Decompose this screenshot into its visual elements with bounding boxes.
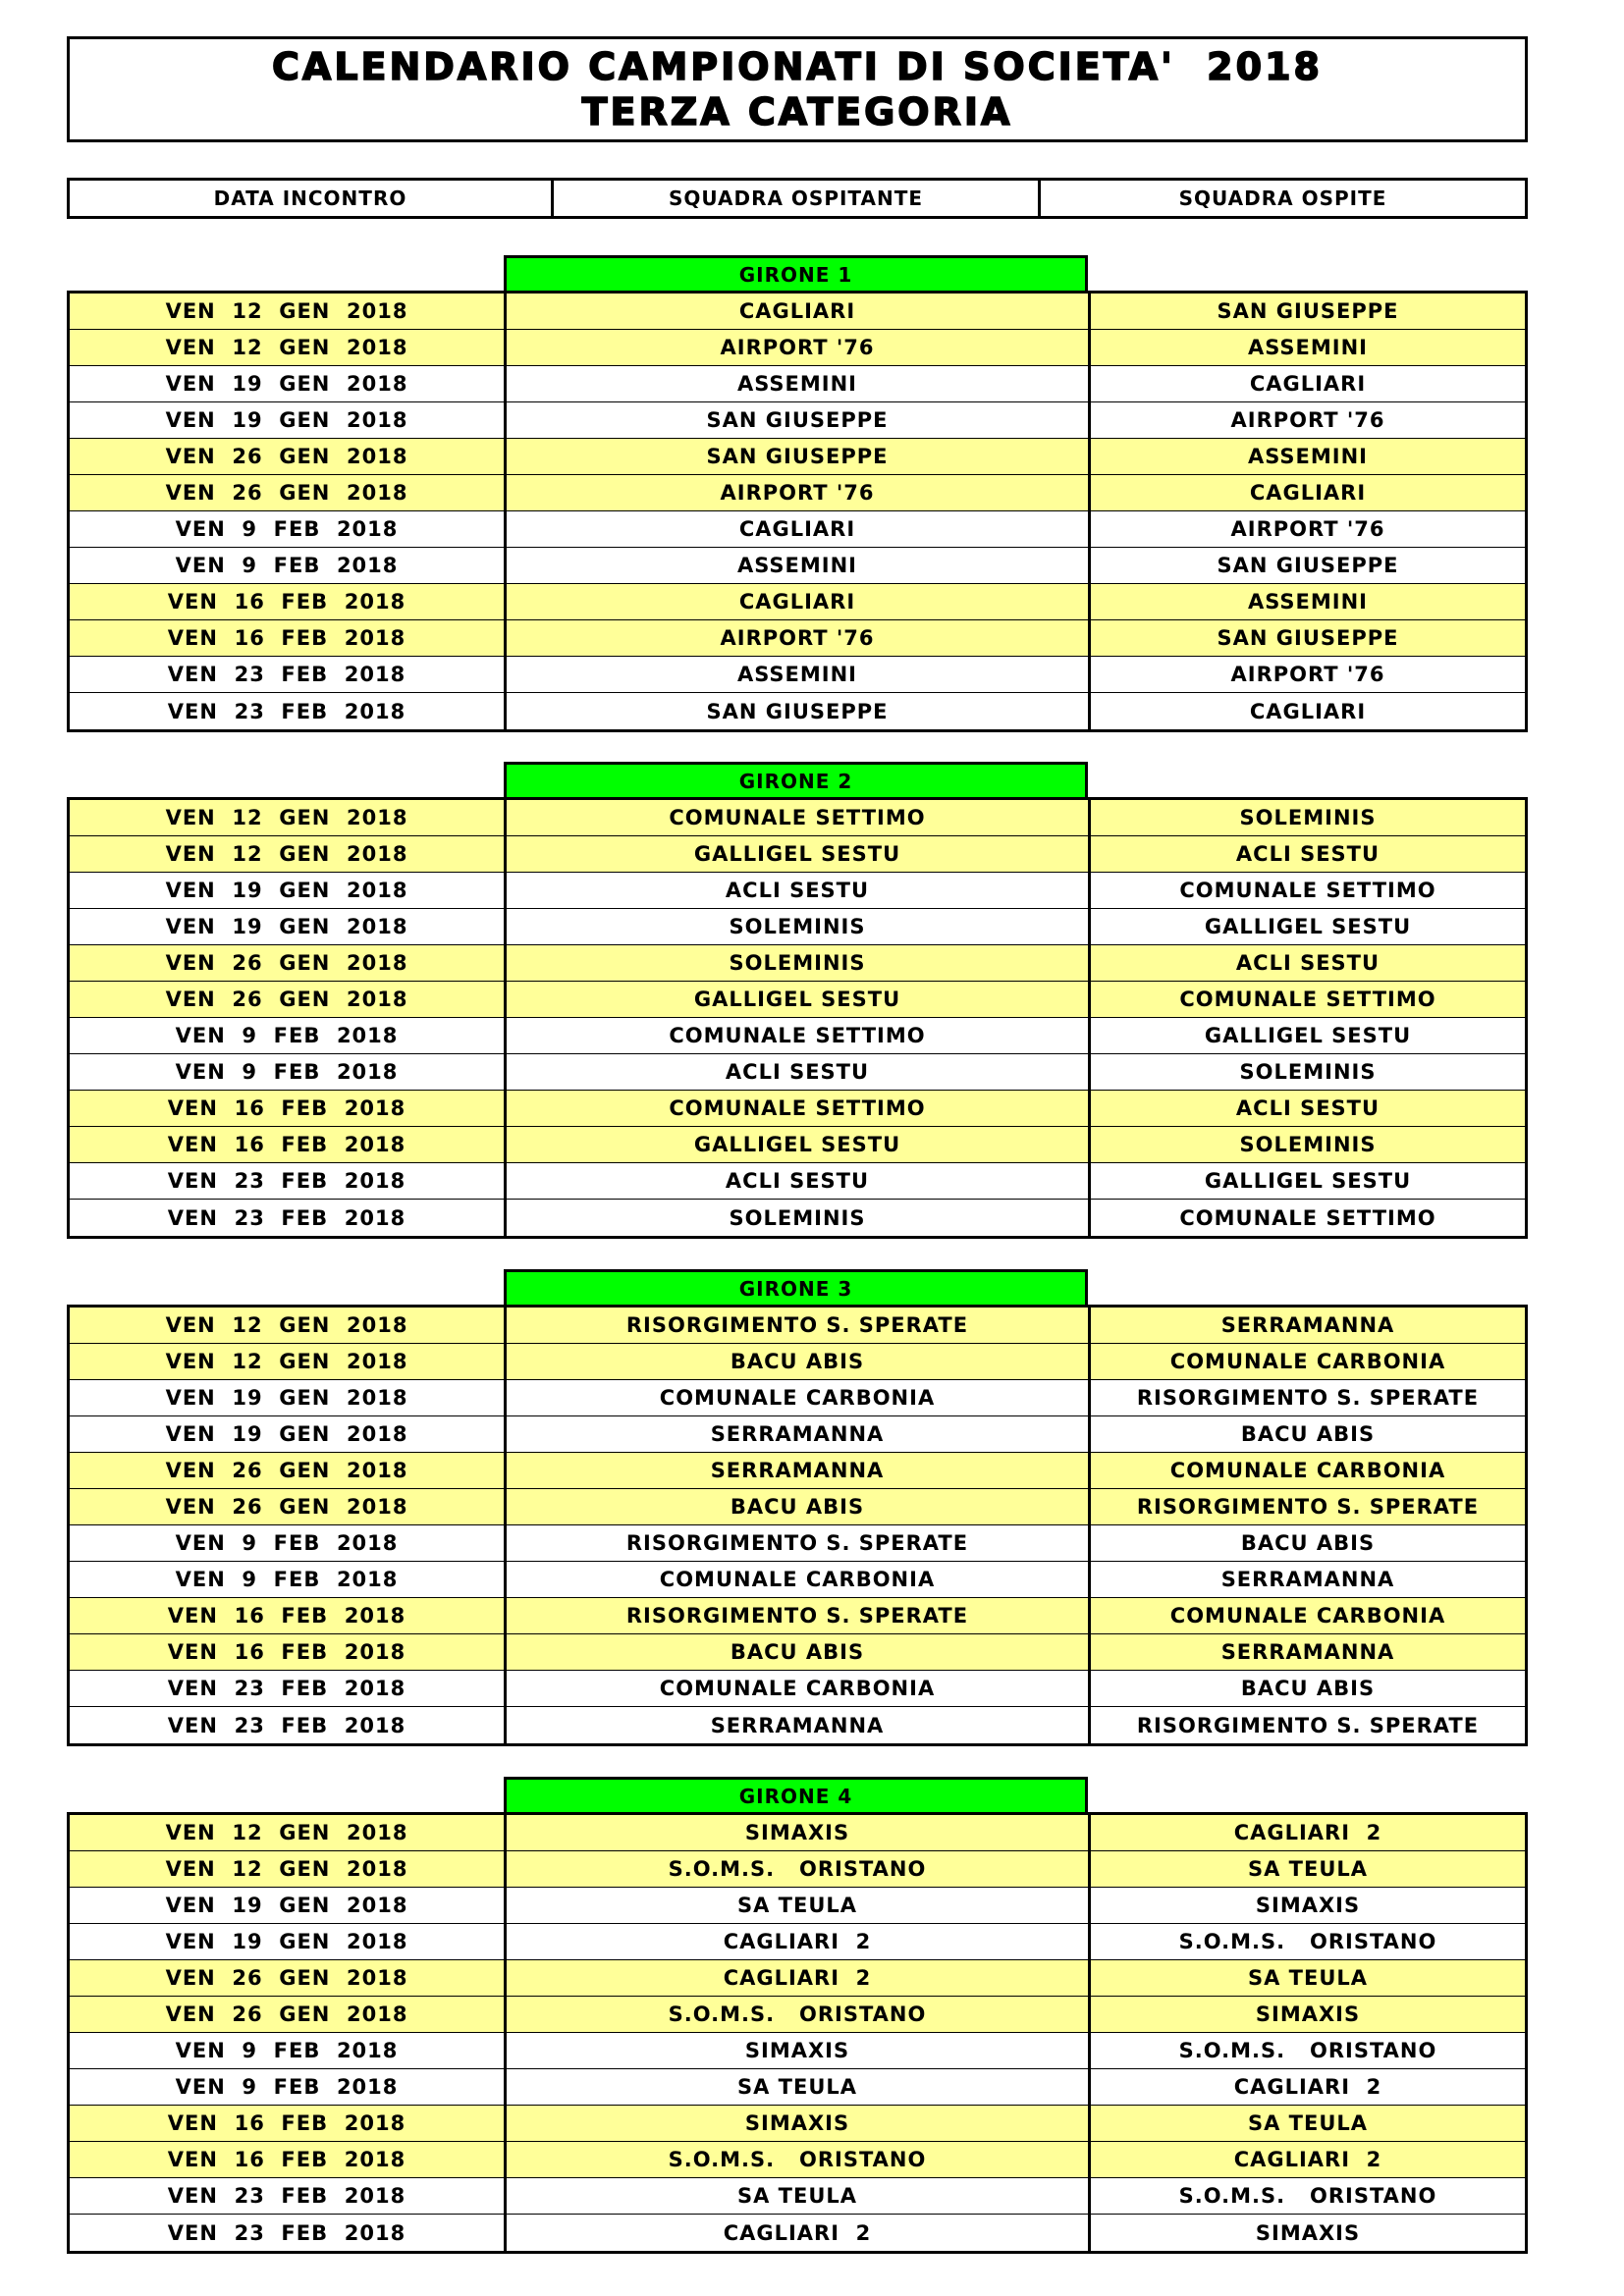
table-row: [70, 2033, 1525, 2069]
home-team: AIRPORT '76: [507, 620, 1091, 656]
match-date: VEN 19 GEN 2018: [70, 909, 507, 944]
home-team: SERRAMANNA: [507, 1707, 1091, 1743]
table-row: [70, 1815, 1525, 1851]
away-team: BACU ABIS: [1240, 1677, 1376, 1700]
match-date: VEN 23 FEB 2018: [70, 1671, 507, 1706]
match-date: VEN 26 GEN 2018: [70, 1997, 507, 2032]
table-row: [70, 2215, 1525, 2251]
home-team: ACLI SESTU: [507, 873, 1091, 908]
match-date: VEN 12 GEN 2018: [70, 836, 507, 872]
home-team: SOLEMINIS: [507, 945, 1091, 981]
girone-section: [67, 1777, 1528, 2254]
match-date: VEN 23 FEB 2018: [70, 2178, 507, 2214]
home-team: BACU ABIS: [507, 1344, 1091, 1379]
home-team: AIRPORT '76: [507, 330, 1091, 365]
match-date: VEN 12 GEN 2018: [70, 1344, 507, 1379]
away-team: SERRAMANNA: [1220, 1313, 1395, 1337]
column-header-row: [67, 178, 1528, 219]
match-date: VEN 23 FEB 2018: [70, 1200, 507, 1236]
away-team: ASSEMINI: [1247, 590, 1368, 614]
away-team: AIRPORT '76: [1230, 663, 1385, 686]
away-team: ACLI SESTU: [1235, 1096, 1380, 1120]
home-team: COMUNALE SETTIMO: [507, 1018, 1091, 1053]
match-date: VEN 19 GEN 2018: [70, 366, 507, 401]
away-team: SA TEULA: [1247, 1857, 1369, 1881]
table-row: [70, 584, 1525, 620]
away-team: CAGLIARI 2: [1233, 2075, 1382, 2099]
home-team: RISORGIMENTO S. SPERATE: [507, 1598, 1091, 1633]
home-team: COMUNALE CARBONIA: [507, 1380, 1091, 1415]
away-team: SAN GIUSEPPE: [1217, 299, 1399, 323]
home-team: ASSEMINI: [507, 657, 1091, 692]
away-team: RISORGIMENTO S. SPERATE: [1136, 1386, 1480, 1410]
away-team: ACLI SESTU: [1235, 951, 1380, 975]
home-team: AIRPORT '76: [507, 475, 1091, 510]
away-team: SOLEMINIS: [1239, 1060, 1377, 1084]
table-row: [70, 1671, 1525, 1707]
away-team: SA TEULA: [1247, 1966, 1369, 1990]
table-row: [70, 1888, 1525, 1924]
home-team: COMUNALE CARBONIA: [507, 1562, 1091, 1597]
home-team: CAGLIARI: [507, 294, 1091, 329]
match-date: VEN 16 FEB 2018: [70, 2106, 507, 2141]
home-team: SIMAXIS: [507, 2106, 1091, 2141]
table-row: [70, 1163, 1525, 1200]
home-team: CAGLIARI: [507, 511, 1091, 547]
table-row: [70, 439, 1525, 475]
header-date: DATA INCONTRO: [67, 178, 554, 219]
header-away-team: SQUADRA OSPITE: [1041, 178, 1528, 219]
home-team: GALLIGEL SESTU: [507, 836, 1091, 872]
away-team: AIRPORT '76: [1230, 408, 1385, 432]
home-team: ACLI SESTU: [507, 1054, 1091, 1090]
table-row: [70, 1453, 1525, 1489]
away-team: S.O.M.S. ORISTANO: [1178, 1930, 1437, 1953]
match-date: VEN 16 FEB 2018: [70, 1598, 507, 1633]
away-team: GALLIGEL SESTU: [1204, 915, 1412, 938]
home-team: SAN GIUSEPPE: [507, 439, 1091, 474]
girone-section: [67, 255, 1528, 732]
table-row: [70, 1707, 1525, 1743]
away-team: GALLIGEL SESTU: [1204, 1169, 1412, 1193]
away-team: COMUNALE CARBONIA: [1169, 1350, 1446, 1373]
home-team: SERRAMANNA: [507, 1453, 1091, 1488]
match-date: VEN 9 FEB 2018: [70, 511, 507, 547]
match-date: VEN 19 GEN 2018: [70, 1416, 507, 1452]
home-team: SAN GIUSEPPE: [507, 693, 1091, 729]
away-team: SERRAMANNA: [1220, 1640, 1395, 1664]
match-date: VEN 23 FEB 2018: [70, 657, 507, 692]
home-team: ASSEMINI: [507, 366, 1091, 401]
home-team: SIMAXIS: [507, 1815, 1091, 1850]
match-date: VEN 16 FEB 2018: [70, 1634, 507, 1670]
match-date: VEN 9 FEB 2018: [70, 1525, 507, 1561]
match-date: VEN 26 GEN 2018: [70, 475, 507, 510]
home-team: S.O.M.S. ORISTANO: [507, 1851, 1091, 1887]
girone-label: GIRONE 4: [504, 1777, 1088, 1812]
home-team: SA TEULA: [507, 2178, 1091, 2214]
table-row: [70, 800, 1525, 836]
away-team: ASSEMINI: [1247, 445, 1368, 468]
table-row: [70, 548, 1525, 584]
home-team: CAGLIARI 2: [507, 1924, 1091, 1959]
table-row: [70, 1308, 1525, 1344]
match-date: VEN 12 GEN 2018: [70, 800, 507, 835]
away-team: ASSEMINI: [1247, 336, 1368, 359]
home-team: RISORGIMENTO S. SPERATE: [507, 1525, 1091, 1561]
girone-label: GIRONE 1: [504, 255, 1088, 291]
table-row: [70, 1851, 1525, 1888]
away-team: COMUNALE SETTIMO: [1179, 1205, 1436, 1230]
away-team: GALLIGEL SESTU: [1204, 1024, 1412, 1047]
table-row: [70, 2069, 1525, 2106]
match-date: VEN 12 GEN 2018: [70, 1308, 507, 1343]
home-team: GALLIGEL SESTU: [507, 982, 1091, 1017]
table-row: [70, 475, 1525, 511]
away-team: AIRPORT '76: [1230, 517, 1385, 541]
match-date: VEN 23 FEB 2018: [70, 693, 507, 729]
table-row: [70, 873, 1525, 909]
match-date: VEN 9 FEB 2018: [70, 2033, 507, 2068]
match-date: VEN 19 GEN 2018: [70, 1380, 507, 1415]
match-date: VEN 16 FEB 2018: [70, 584, 507, 619]
away-team: SA TEULA: [1247, 2111, 1369, 2135]
home-team: ACLI SESTU: [507, 1163, 1091, 1199]
girone-section: [67, 762, 1528, 1239]
away-team: ACLI SESTU: [1235, 842, 1380, 866]
match-date: VEN 26 GEN 2018: [70, 982, 507, 1017]
away-team: S.O.M.S. ORISTANO: [1178, 2039, 1437, 2062]
home-team: GALLIGEL SESTU: [507, 1127, 1091, 1162]
table-row: [70, 2106, 1525, 2142]
away-team: CAGLIARI 2: [1233, 2148, 1382, 2171]
table-row: [70, 1054, 1525, 1091]
match-date: VEN 9 FEB 2018: [70, 1054, 507, 1090]
girone-section: [67, 1269, 1528, 1746]
table-row: [70, 945, 1525, 982]
match-date: VEN 26 GEN 2018: [70, 439, 507, 474]
title-line-2: TERZA CATEGORIA: [581, 90, 1013, 133]
away-team: CAGLIARI: [1249, 699, 1367, 723]
away-team: SERRAMANNA: [1220, 1568, 1395, 1591]
table-row: [70, 294, 1525, 330]
header-home-team: SQUADRA OSPITANTE: [554, 178, 1041, 219]
home-team: CAGLIARI: [507, 584, 1091, 619]
table-row: [70, 1525, 1525, 1562]
table-row: [70, 1416, 1525, 1453]
match-date: VEN 9 FEB 2018: [70, 548, 507, 583]
table-row: [70, 330, 1525, 366]
table-row: [70, 1200, 1525, 1236]
home-team: BACU ABIS: [507, 1634, 1091, 1670]
away-team: SOLEMINIS: [1239, 806, 1377, 829]
home-team: CAGLIARI 2: [507, 2215, 1091, 2251]
away-team: SIMAXIS: [1255, 2002, 1361, 2026]
away-team: CAGLIARI: [1249, 372, 1367, 396]
match-date: VEN 19 GEN 2018: [70, 1924, 507, 1959]
away-team: COMUNALE SETTIMO: [1179, 988, 1436, 1011]
table-row: [70, 693, 1525, 729]
match-date: VEN 19 GEN 2018: [70, 1888, 507, 1923]
away-team: SIMAXIS: [1255, 1894, 1361, 1917]
table-row: [70, 1018, 1525, 1054]
home-team: S.O.M.S. ORISTANO: [507, 2142, 1091, 2177]
home-team: RISORGIMENTO S. SPERATE: [507, 1308, 1091, 1343]
home-team: SAN GIUSEPPE: [507, 402, 1091, 438]
match-date: VEN 26 GEN 2018: [70, 1489, 507, 1524]
away-team: SIMAXIS: [1255, 2220, 1361, 2245]
match-date: VEN 16 FEB 2018: [70, 2142, 507, 2177]
table-row: [70, 1091, 1525, 1127]
match-date: VEN 9 FEB 2018: [70, 2069, 507, 2105]
away-team: RISORGIMENTO S. SPERATE: [1136, 1495, 1480, 1519]
away-team: S.O.M.S. ORISTANO: [1178, 2184, 1437, 2208]
table-row: [70, 620, 1525, 657]
match-date: VEN 26 GEN 2018: [70, 945, 507, 981]
home-team: SOLEMINIS: [507, 909, 1091, 944]
home-team: SOLEMINIS: [507, 1200, 1091, 1236]
match-date: VEN 9 FEB 2018: [70, 1562, 507, 1597]
table-row: [70, 1562, 1525, 1598]
home-team: SA TEULA: [507, 2069, 1091, 2105]
home-team: BACU ABIS: [507, 1489, 1091, 1524]
home-team: SA TEULA: [507, 1888, 1091, 1923]
home-team: SERRAMANNA: [507, 1416, 1091, 1452]
match-date: VEN 16 FEB 2018: [70, 620, 507, 656]
away-team: CAGLIARI 2: [1233, 1821, 1382, 1844]
away-team: CAGLIARI: [1249, 481, 1367, 505]
match-date: VEN 23 FEB 2018: [70, 2215, 507, 2251]
away-team: SAN GIUSEPPE: [1217, 554, 1399, 577]
match-date: VEN 16 FEB 2018: [70, 1091, 507, 1126]
match-date: VEN 19 GEN 2018: [70, 873, 507, 908]
table-row: [70, 402, 1525, 439]
match-date: VEN 16 FEB 2018: [70, 1127, 507, 1162]
table-row: [70, 2142, 1525, 2178]
away-team: COMUNALE CARBONIA: [1169, 1459, 1446, 1482]
table-row: [70, 1380, 1525, 1416]
title-box: [67, 36, 1528, 142]
table-row: [70, 1598, 1525, 1634]
table-row: [70, 366, 1525, 402]
girone-label: GIRONE 3: [504, 1269, 1088, 1305]
match-date: VEN 26 GEN 2018: [70, 1453, 507, 1488]
home-team: COMUNALE CARBONIA: [507, 1671, 1091, 1706]
home-team: SIMAXIS: [507, 2033, 1091, 2068]
home-team: CAGLIARI 2: [507, 1960, 1091, 1996]
table-row: [70, 1127, 1525, 1163]
table-row: [70, 511, 1525, 548]
table-row: [70, 836, 1525, 873]
girone-label: GIRONE 2: [504, 762, 1088, 797]
match-table: [67, 291, 1528, 732]
table-row: [70, 1634, 1525, 1671]
title-line-1: CALENDARIO CAMPIONATI DI SOCIETA' 2018: [272, 45, 1323, 88]
table-row: [70, 1997, 1525, 2033]
away-team: BACU ABIS: [1240, 1531, 1376, 1555]
match-table: [67, 797, 1528, 1239]
match-date: VEN 12 GEN 2018: [70, 330, 507, 365]
home-team: COMUNALE SETTIMO: [507, 1091, 1091, 1126]
home-team: S.O.M.S. ORISTANO: [507, 1997, 1091, 2032]
match-date: VEN 9 FEB 2018: [70, 1018, 507, 1053]
match-date: VEN 19 GEN 2018: [70, 402, 507, 438]
match-date: VEN 26 GEN 2018: [70, 1960, 507, 1996]
match-date: VEN 12 GEN 2018: [70, 1851, 507, 1887]
match-table: [67, 1812, 1528, 2254]
table-row: [70, 982, 1525, 1018]
match-date: VEN 23 FEB 2018: [70, 1707, 507, 1743]
away-team: RISORGIMENTO S. SPERATE: [1136, 1713, 1480, 1737]
table-row: [70, 909, 1525, 945]
home-team: ASSEMINI: [507, 548, 1091, 583]
away-team: BACU ABIS: [1240, 1422, 1376, 1446]
match-date: VEN 23 FEB 2018: [70, 1163, 507, 1199]
table-row: [70, 2178, 1525, 2215]
table-row: [70, 1344, 1525, 1380]
match-date: VEN 12 GEN 2018: [70, 1815, 507, 1850]
away-team: COMUNALE CARBONIA: [1169, 1604, 1446, 1628]
match-date: VEN 12 GEN 2018: [70, 294, 507, 329]
table-row: [70, 1924, 1525, 1960]
home-team: COMUNALE SETTIMO: [507, 800, 1091, 835]
away-team: SAN GIUSEPPE: [1217, 626, 1399, 650]
table-row: [70, 1960, 1525, 1997]
table-row: [70, 1489, 1525, 1525]
away-team: COMUNALE SETTIMO: [1179, 879, 1436, 902]
table-row: [70, 657, 1525, 693]
match-table: [67, 1305, 1528, 1746]
away-team: SOLEMINIS: [1239, 1133, 1377, 1156]
